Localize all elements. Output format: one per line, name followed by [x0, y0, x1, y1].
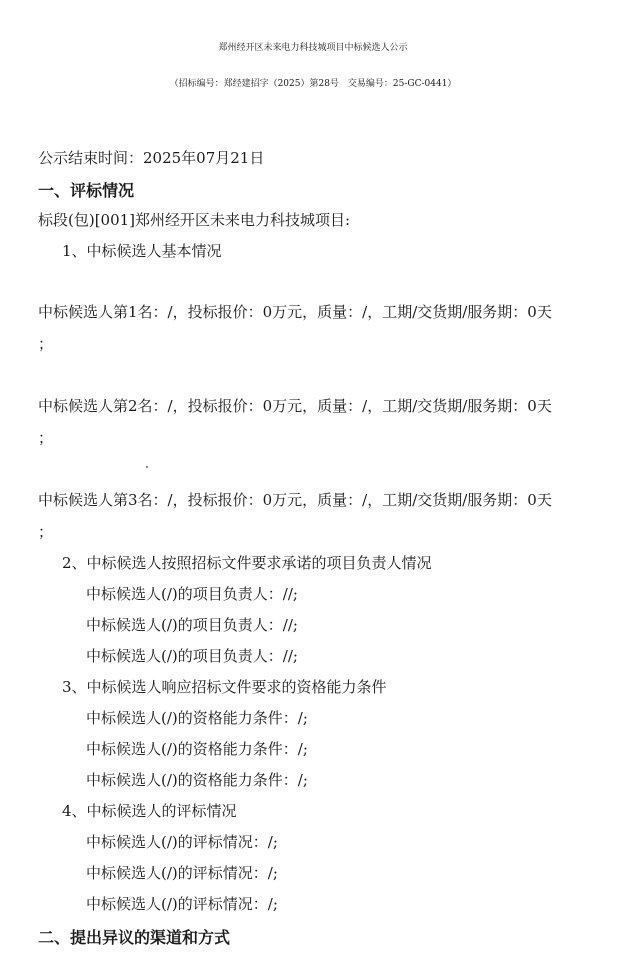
- end-time: 公示结束时间：2025年07月21日: [38, 149, 265, 167]
- lot-title: 标段(包)[001]郑州经开区未来电力科技城项目:: [38, 211, 351, 229]
- sub3-item: 中标候选人(/)的资格能力条件：/;: [86, 709, 308, 727]
- sub3-item: 中标候选人(/)的资格能力条件：/;: [86, 740, 308, 758]
- sub3-heading: 3、中标候选人响应招标文件要求的资格能力条件: [62, 678, 387, 696]
- section2-heading: 二、提出异议的渠道和方式: [38, 928, 231, 947]
- candidate-2-tail: ；: [38, 429, 54, 447]
- sub4-item: 中标候选人(/)的评标情况：/;: [86, 833, 278, 851]
- candidate-2: 中标候选人第2名：/，投标报价：0万元，质量：/，工期/交货期/服务期：0天: [38, 397, 552, 415]
- sub2-item: 中标候选人(/)的项目负责人：//;: [86, 647, 298, 665]
- scan-speck: [146, 466, 148, 468]
- candidate-3-tail: ；: [38, 523, 54, 541]
- sub2-heading: 2、中标候选人按照招标文件要求承诺的项目负责人情况: [62, 554, 432, 572]
- sub4-item: 中标候选人(/)的评标情况：/;: [86, 895, 278, 913]
- sub3-item: 中标候选人(/)的资格能力条件：/;: [86, 771, 308, 789]
- sub4-heading: 4、中标候选人的评标情况: [62, 802, 237, 820]
- sub2-item: 中标候选人(/)的项目负责人：//;: [86, 585, 298, 603]
- section1-heading: 一、评标情况: [38, 181, 135, 200]
- page-title: 郑州经开区未来电力科技城项目中标候选人公示: [218, 43, 408, 53]
- sub4-item: 中标候选人(/)的评标情况：/;: [86, 864, 278, 882]
- candidate-3: 中标候选人第3名：/，投标报价：0万元，质量：/，工期/交货期/服务期：0天: [38, 491, 552, 509]
- candidate-1-tail: ；: [38, 335, 54, 353]
- tender-number-line: （招标编号：郑经建招字（2025）第28号 交易编号：25-GC-0441）: [169, 79, 457, 89]
- sub2-item: 中标候选人(/)的项目负责人：//;: [86, 616, 298, 634]
- candidate-1: 中标候选人第1名：/，投标报价：0万元，质量：/，工期/交货期/服务期：0天: [38, 303, 552, 321]
- sub1-heading: 1、中标候选人基本情况: [62, 242, 222, 260]
